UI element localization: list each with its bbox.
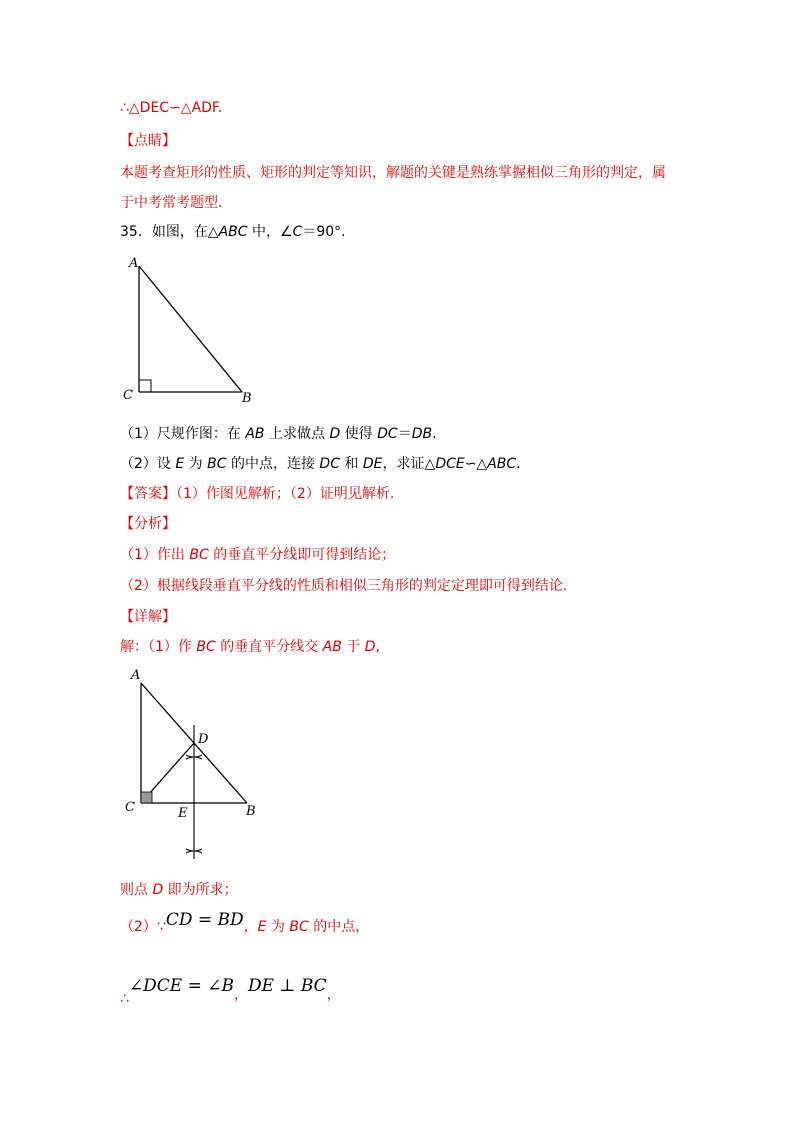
point-label-d: D [198,732,209,747]
vertex-label-a: A [129,256,139,271]
problem-statement: 35．如图，在△ABC 中，∠C＝90°. [120,224,346,240]
section-heading-detail: 【详解】 [120,609,176,625]
answer-line: 【答案】（1）作图见解析；（2）证明见解析. [120,486,395,502]
side-ab [139,266,242,392]
right-angle-mark [141,792,152,803]
section-heading-analysis: 【分析】 [120,516,176,532]
vertex-label-b: B [246,804,256,819]
analysis-line-1: （1）作出 BC 的垂直平分线即可得到结论； [120,547,396,563]
solution-line-3: （2）∵CD = BD，E 为 BC 的中点， [120,910,370,935]
right-angle-mark [139,380,151,392]
solution-line-4: ∴∠DCE = ∠B，DE ⊥ BC， [120,976,341,1007]
subquestion-1: （1）尺规作图：在 AB 上求做点 D 使得 DC＝DB. [120,426,437,442]
vertex-label-b: B [242,391,252,406]
conclusion-line: ∴△DEC∽△ADF. [120,100,223,116]
subquestion-2: （2）设 E 为 BC 的中点，连接 DC 和 DE，求证△DCE∽△ABC. [120,456,521,472]
comment-line-1: 本题考查矩形的性质、矩形的判定等知识，解题的关键是熟练掌握相似三角形的判定，属 [120,165,666,181]
analysis-line-2: （2）根据线段垂直平分线的性质和相似三角形的判定定理即可得到结论. [120,578,568,594]
triangle-figure-1 [120,250,280,410]
vertex-label-c: C [123,388,133,403]
section-heading-dianjing: 【点睛】 [120,133,176,149]
comment-line-2: 于中考常考题型. [120,195,223,211]
vertex-label-c: C [125,800,135,815]
point-label-e: E [178,806,188,821]
solution-line-1: 解：（1）作 BC 的垂直平分线交 AB 于 D, [120,639,380,655]
construction-figure-2 [120,665,280,865]
vertex-label-a: A [131,668,141,683]
solution-line-2: 则点 D 即为所求； [120,882,238,898]
